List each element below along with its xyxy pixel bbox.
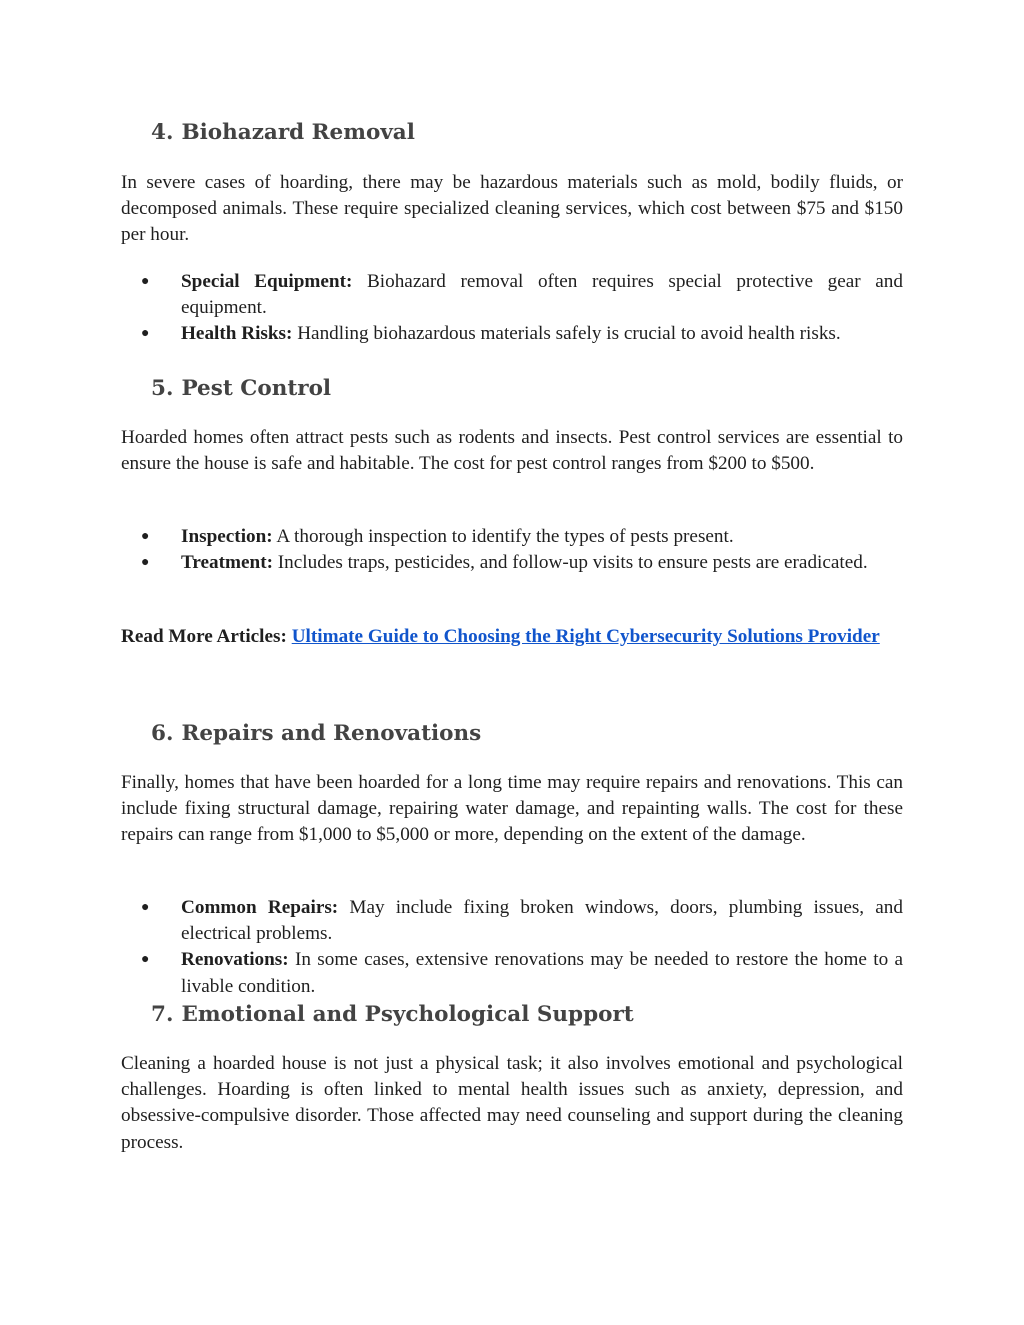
section-number: 6. [151, 721, 174, 746]
bullet-text: In some cases, extensive renovations may be needed to restore the home to a livable condition. [181, 949, 903, 997]
read-more-line [121, 620, 903, 654]
section-paragraph-emotional-support: Cleaning a hoarded house is not just a physical task; it also involves emotional and psychological challenges. Hoarding is often linked to mental health issues such as anxiety, depression, and obsessive-compulsive disorder. Those affected may need counseling and support during the cleaning process. [121, 1053, 903, 1153]
read-more-label: Read More Articles: [121, 626, 287, 647]
section-number: 4. [151, 120, 174, 145]
bullet-icon: ● [141, 274, 150, 289]
section-heading-emotional-support [121, 1000, 634, 1030]
read-more-link[interactable]: Ultimate Guide to Choosing the Right Cybersecurity Solutions Provider [291, 626, 880, 647]
bullet-label: Health Risks: [181, 323, 293, 345]
bullet-label: Treatment: [181, 552, 273, 574]
section-heading-pest-control [121, 374, 331, 404]
bullet-label: Common Repairs: [181, 897, 339, 918]
bullet-icon: ● [141, 900, 150, 915]
bullet-text: Biohazard removal often requires special protective gear and equipment. [181, 271, 903, 319]
bullet-text: Handling biohazardous materials safely is crucial to avoid health risks. [292, 323, 841, 345]
bullet-text: Includes traps, pesticides, and follow-up visits to ensure pests are eradicated. [273, 552, 868, 574]
section-paragraph-biohazard: In severe cases of hoarding, there may be hazardous materials such as mold, bodily fluids, or decomposed animals. These require specialized cleaning services, which cost between $75 and $150 per hour. [121, 172, 903, 246]
section-title: Repairs and Renovations [181, 721, 482, 746]
section-heading-biohazard [121, 118, 415, 148]
bullet-label: Inspection: [181, 526, 273, 547]
section-paragraph-repairs: Finally, homes that have been hoarded for a long time may require repairs and renovations. This can include fixing structural damage, repairing water damage, and repainting walls. The cost for these repairs can range from $1,000 to $5,000 or more, depending on the extent of the damage. [121, 772, 903, 846]
list-item [121, 947, 903, 999]
bullet-label: Renovations: [181, 949, 289, 971]
section-paragraph-pest-control: Hoarded homes often attract pests such as rodents and insects. Pest control services are essential to ensure the house is safe and habitable. The cost for pest control ranges from $200 to $500. [121, 427, 903, 475]
bullet-text: A thorough inspection to identify the types of pests present. [272, 526, 734, 547]
bullet-icon: ● [141, 529, 150, 544]
list-item [121, 269, 903, 321]
bullet-list-pest-control [121, 524, 903, 576]
bullet-label: Special Equipment: [181, 271, 353, 292]
bullet-list-biohazard [121, 269, 903, 348]
section-heading-repairs [121, 719, 481, 749]
section-title: Pest Control [181, 376, 332, 401]
section-number: 7. [151, 1002, 174, 1027]
section-number: 5. [151, 376, 174, 401]
bullet-icon: ● [141, 326, 150, 342]
list-item [121, 524, 903, 550]
list-item [121, 895, 903, 947]
section-title: Emotional and Psychological Support [181, 1002, 634, 1027]
bullet-icon: ● [141, 952, 150, 968]
list-item [121, 321, 903, 347]
bullet-icon: ● [141, 555, 150, 571]
list-item [121, 550, 903, 576]
bullet-list-repairs [121, 895, 903, 1000]
bullet-text: May include fixing broken windows, doors, plumbing issues, and electrical problems. [181, 897, 903, 945]
section-title: Biohazard Removal [181, 120, 415, 145]
